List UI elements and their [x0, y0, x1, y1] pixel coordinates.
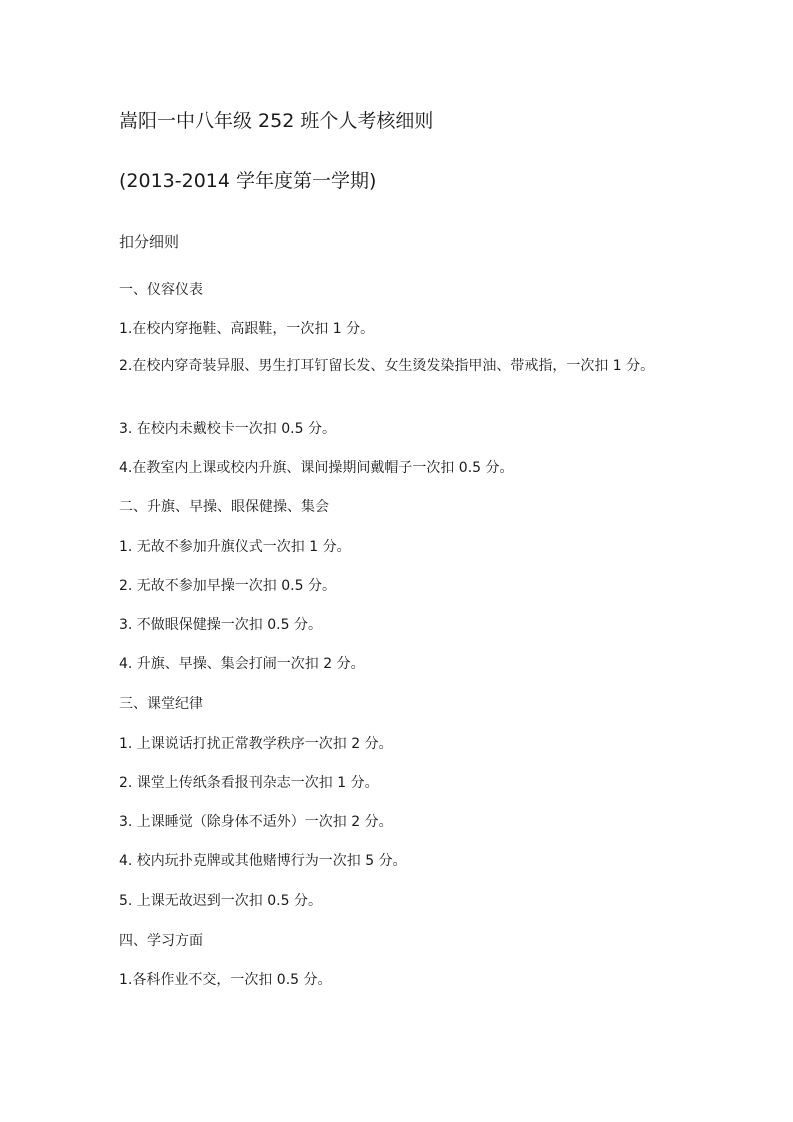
section-heading-4: 四、学习方面 — [119, 933, 203, 949]
rule-item: 2.在校内穿奇装异服、男生打耳钉留长发、女生烫发染指甲油、带戒指，一次扣 1 分。 — [119, 358, 655, 374]
section-heading-2: 二、升旗、早操、眼保健操、集会 — [119, 499, 329, 515]
rule-item: 2. 课堂上传纸条看报刊杂志一次扣 1 分。 — [119, 775, 379, 791]
rule-item: 3. 在校内未戴校卡一次扣 0.5 分。 — [119, 421, 336, 437]
rule-item: 1.各科作业不交，一次扣 0.5 分。 — [119, 972, 332, 988]
rule-item: 4. 升旗、早操、集会打闹一次扣 2 分。 — [119, 656, 365, 672]
rule-item: 2. 无故不参加早操一次扣 0.5 分。 — [119, 578, 336, 594]
document-title: 嵩阳一中八年级 252 班个人考核细则 — [119, 110, 434, 132]
section-heading: 扣分细则 — [119, 233, 180, 251]
rule-item: 4. 校内玩扑克牌或其他赌博行为一次扣 5 分。 — [119, 853, 407, 869]
rule-item: 1. 无故不参加升旗仪式一次扣 1 分。 — [119, 539, 351, 555]
section-heading-1: 一、仪容仪表 — [119, 282, 203, 298]
rule-item: 1.在校内穿拖鞋、高跟鞋，一次扣 1 分。 — [119, 321, 375, 337]
rule-item: 5. 上课无故迟到一次扣 0.5 分。 — [119, 893, 322, 909]
rule-item: 3. 不做眼保健操一次扣 0.5 分。 — [119, 617, 322, 633]
section-heading-3: 三、课堂纪律 — [119, 696, 203, 712]
rule-item: 1. 上课说话打扰正常教学秩序一次扣 2 分。 — [119, 736, 393, 752]
rule-item: 3. 上课睡觉（除身体不适外）一次扣 2 分。 — [119, 814, 393, 830]
rule-item: 4.在教室内上课或校内升旗、课间操期间戴帽子一次扣 0.5 分。 — [119, 460, 514, 476]
document-subtitle: (2013-2014 学年度第一学期) — [119, 170, 377, 192]
